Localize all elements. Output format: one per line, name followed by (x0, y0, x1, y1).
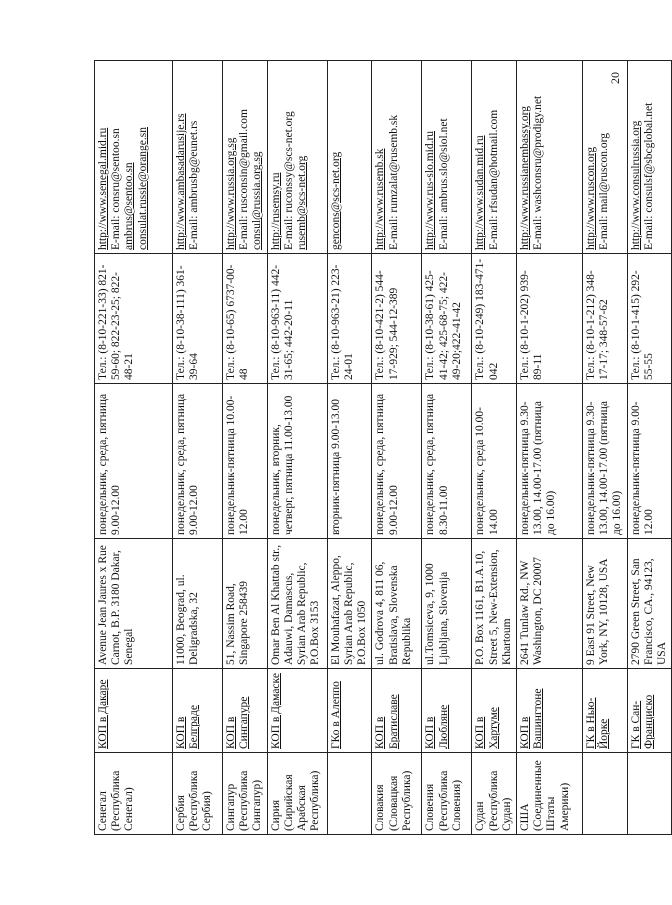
address-cell (173, 539, 223, 669)
hours-cell-text: понедельник-пятница 9.00-12.00 (629, 401, 655, 535)
address-cell (223, 539, 268, 669)
hours-cell (95, 384, 173, 539)
document-body (94, 61, 669, 835)
phone-cell (327, 254, 372, 384)
contact-line[interactable]: E-mail: ambrusbg@eunet.rs (188, 120, 201, 250)
office-cell-text[interactable]: ГК в Нью-Йорке (584, 697, 611, 749)
country-cell (173, 753, 223, 835)
address-cell (95, 539, 173, 669)
country-cell (223, 753, 268, 835)
phone-cell (516, 254, 582, 384)
table-row (267, 61, 327, 835)
contact-line[interactable]: http://www.consulrussia.org (629, 120, 642, 250)
address-cell-text: El Mouhafazat, Aleppo, Syrian Arab Republic, P.O.Box 1050 (329, 555, 369, 665)
contact-line[interactable]: http://www.rusemb.sk (374, 148, 387, 250)
address-cell-text: 9 East 91 Street, New York, NY, 10128, USA (584, 558, 611, 665)
country-cell-text: Словения (Республика Словения) (424, 770, 463, 831)
phone-cell-text: Тел.: (8-10-1-212) 348-17-17; 348-57-62 (584, 270, 611, 380)
country-cell (627, 753, 672, 835)
hours-cell-text: понедельник-пятница 10.00-12.00 (225, 395, 251, 535)
contacts-cell (372, 61, 422, 254)
address-cell-text: 2641 Tunlaw Rd., NW Washington, DC 20007 (518, 556, 545, 665)
address-cell (582, 539, 627, 669)
contacts-cell (173, 61, 223, 254)
table-row (327, 61, 372, 835)
hours-cell-text: понедельник, среда, пятница 9.00-12.00 (374, 393, 400, 535)
address-cell (422, 539, 472, 669)
hours-cell (372, 384, 422, 539)
contact-line[interactable]: http://rusemsy.ru (269, 172, 282, 250)
country-cell-text: Сенегал (Республика Сенегал) (97, 770, 136, 831)
hours-cell-text: понедельник-пятница 9.30-13.00, 14.00-17.00 (пятница до 16.00) (518, 401, 558, 535)
contact-line[interactable]: E-mail: ambrus.slo@siol.net (437, 118, 450, 250)
office-cell-text[interactable]: КОП в Братиславе (374, 694, 400, 749)
office-cell (223, 669, 268, 753)
phone-cell-text: Тел.: (8-10-249) 183-471-042 (474, 258, 500, 380)
contacts-cell (223, 61, 268, 254)
contacts-cell (267, 61, 327, 254)
country-cell-text: Сингапур (Республика Сингапур) (225, 770, 264, 831)
country-cell (267, 753, 327, 835)
contact-line[interactable]: gencons@scs-net.org (329, 151, 342, 250)
office-cell-text[interactable]: ГК в Сан-Франциско (629, 694, 655, 749)
phone-cell-text: Тел.: (8-10-963-21) 223-24-01 (329, 264, 355, 380)
contacts-cell (422, 61, 472, 254)
hours-cell-text: понедельник, среда, пятница 8.30-11.00 (424, 393, 450, 535)
table-row (372, 61, 422, 835)
office-cell (95, 669, 173, 753)
table-row (95, 61, 173, 835)
country-cell (582, 753, 627, 835)
address-cell (472, 539, 517, 669)
country-cell-text: Судан (Республика Судан) (474, 770, 513, 831)
hours-cell (267, 384, 327, 539)
office-cell (627, 669, 672, 753)
office-cell (422, 669, 472, 753)
table-row (627, 61, 672, 835)
hours-cell (582, 384, 627, 539)
contact-line[interactable]: http://www.senegal.mid.ru (97, 127, 109, 250)
contact-line[interactable]: http://www.sudan.mid.ru (474, 135, 487, 250)
contacts-cell (327, 61, 372, 254)
country-cell (95, 753, 173, 835)
contact-line[interactable]: http://www.rus-slo.mid.ru (424, 130, 437, 250)
phone-cell (173, 254, 223, 384)
hours-cell-text: понедельник, среда, пятница 9.00-12.00 (97, 393, 123, 535)
hours-cell (422, 384, 472, 539)
hours-cell (223, 384, 268, 539)
table-row (173, 61, 223, 835)
phone-cell-text: Тел.: (8-10-38-111) 361-39-64 (175, 265, 201, 380)
office-cell (173, 669, 223, 753)
contact-line[interactable]: http://www.russia.org.sg (225, 137, 237, 250)
phone-cell-text: Тел.: (8-10-421-2) 544-17-929; 544-12-389 (374, 270, 400, 380)
contact-line[interactable]: E-mail: rumzalat@rusemb.sk (387, 114, 400, 250)
office-cell-text[interactable]: ГКо в Алеппо (329, 681, 342, 749)
phone-cell (627, 254, 672, 384)
country-cell (422, 753, 472, 835)
country-cell-text: Сербия (Республика Сербия) (175, 770, 214, 831)
hours-cell (516, 384, 582, 539)
phone-cell-text: Тел.: (8-10-1-202) 939-89-11 (518, 270, 545, 380)
office-cell-text[interactable]: КОП в Белграде (175, 705, 201, 749)
office-cell (472, 669, 517, 753)
table-row (516, 61, 582, 835)
office-cell (582, 669, 627, 753)
hours-cell (173, 384, 223, 539)
phone-cell (472, 254, 517, 384)
contact-line[interactable]: E-mail: washconsru@prodigy.net (532, 95, 545, 250)
phone-cell (95, 254, 173, 384)
contact-line[interactable]: E-mail: mail@ruscon.org (598, 132, 611, 250)
address-cell (372, 539, 422, 669)
contact-line[interactable]: consul@russia.org.sg (251, 151, 264, 250)
phone-cell-text: Тел.: (8-10-963-11) 442-31-65; 442-20-11 (269, 264, 295, 380)
hours-cell-text: понедельник-пятница 9.30-13.00, 14.00-17.00 (пятница до 16.00) (584, 401, 624, 535)
hours-cell-text: понедельник, вторник, четверг, пятница 11.00-13.00 (269, 395, 295, 535)
country-cell-text: Словакия (Словацкая Республика) (374, 770, 413, 831)
address-cell-text: 51, Nassim Road, Singapore 258439 (225, 580, 251, 665)
address-cell-text: Omar Ben Al Khattab str., Adauwi, Damascus, Syrian Arab Republic, P.O.Box 3153 (269, 544, 322, 665)
address-cell-text: 2790 Green Street, San Francisco, CA., 94123, USA (629, 558, 669, 665)
phone-cell-text: Тел.: (8-10-38-61) 425-41-42; 425-68-75; 422-49-20;422-41-42 (424, 270, 463, 380)
table-row (582, 61, 627, 835)
address-cell-text: 11000, Beograd, ul. Deligradska, 32 (175, 574, 201, 665)
office-cell-text[interactable]: КОП в Хартуме (474, 707, 500, 749)
address-cell-text: ul. Godrova 4, 811 06, Bratislava, Slovenska Republika (374, 561, 413, 665)
hours-cell-text: понедельник, среда 10.00-14.00 (474, 407, 500, 535)
table-row (472, 61, 517, 835)
country-cell (516, 753, 582, 835)
table-row (223, 61, 268, 835)
address-cell (327, 539, 372, 669)
office-cell-text[interactable]: КОП в Дакаре (97, 679, 109, 749)
phone-cell (372, 254, 422, 384)
hours-cell (627, 384, 672, 539)
page-number: 20 (608, 72, 622, 84)
contact-line[interactable]: consulat.russie@orange.sn (136, 126, 149, 250)
address-cell (516, 539, 582, 669)
contacts-cell (516, 61, 582, 254)
phone-cell (223, 254, 268, 384)
country-cell (372, 753, 422, 835)
contact-line[interactable]: E-mail: ruconssy@scs-net.org (282, 111, 295, 250)
hours-cell (472, 384, 517, 539)
country-cell (327, 753, 372, 835)
office-cell (267, 669, 327, 753)
country-cell (472, 753, 517, 835)
phone-cell-text: Тел.: (8-10-221-33) 821-59-60; 822-23-25; 822-48-21 (97, 264, 136, 380)
office-cell-text[interactable]: КОП в Вашингтоне (518, 688, 545, 749)
contacts-cell (627, 61, 672, 254)
contact-line[interactable]: rusemb@scs-net.org (296, 155, 309, 250)
contact-line[interactable]: E-mail: consulsf@sbcglobal.net (642, 102, 655, 250)
contact-line[interactable]: E-mail: rusconsin@gmail.com (238, 109, 251, 250)
address-cell (627, 539, 672, 669)
office-cell (372, 669, 422, 753)
contacts-cell (95, 61, 173, 254)
consulate-table (94, 60, 672, 835)
contacts-cell (582, 61, 627, 254)
contact-line[interactable]: E-mail: consru@sentoo.sn (110, 128, 123, 250)
office-cell-text[interactable]: КОП в Сингапуре (225, 696, 251, 749)
phone-cell (422, 254, 472, 384)
phone-cell (582, 254, 627, 384)
office-cell-text[interactable]: КОП в Дамаске (269, 673, 282, 749)
country-cell-text: США (Соединенные Штаты Америки) (518, 760, 571, 831)
hours-cell-text: вторник-пятница 9.00-13.00 (329, 399, 342, 535)
hours-cell (327, 384, 372, 539)
contact-line[interactable]: http://www.ambasadarusije.rs (175, 113, 187, 250)
hours-cell-text: понедельник, среда, пятница 9.00-12.00 (175, 393, 201, 535)
country-cell-text: Сирия (Сирийская Арабская Республика) (269, 770, 322, 831)
table-row (422, 61, 472, 835)
contact-line[interactable]: ambrus@sentoo.sn (123, 162, 136, 250)
office-cell-text[interactable]: КОП в Любляне (424, 704, 450, 749)
address-cell-text: Avenue Jean Jaures x Rue Carnot, B.P. 3180 Dakar, Senegal (97, 545, 136, 665)
contact-line[interactable]: E-mail: rfsudan@hotmail.com (487, 109, 500, 250)
office-cell (327, 669, 372, 753)
phone-cell-text: Тел.: (8-10-1-415) 292-55-55 (629, 270, 655, 380)
consulate-table-body (95, 61, 672, 835)
contacts-cell (472, 61, 517, 254)
contact-line[interactable]: http://www.ruscon.org (584, 146, 597, 250)
phone-cell-text: Тел.: (8-10-65) 6737-00-48 (225, 264, 251, 380)
address-cell-text: ul.Tomsiceva, 9, 1000 Ljubljana, Slovenija (424, 563, 450, 665)
office-cell (516, 669, 582, 753)
address-cell-text: P.O. Box 1161, B1.A.10, Street 5, New-Extension, Khartoum (474, 549, 513, 665)
phone-cell (267, 254, 327, 384)
address-cell (267, 539, 327, 669)
contact-line[interactable]: http://www.russianembassy.org (518, 106, 531, 250)
